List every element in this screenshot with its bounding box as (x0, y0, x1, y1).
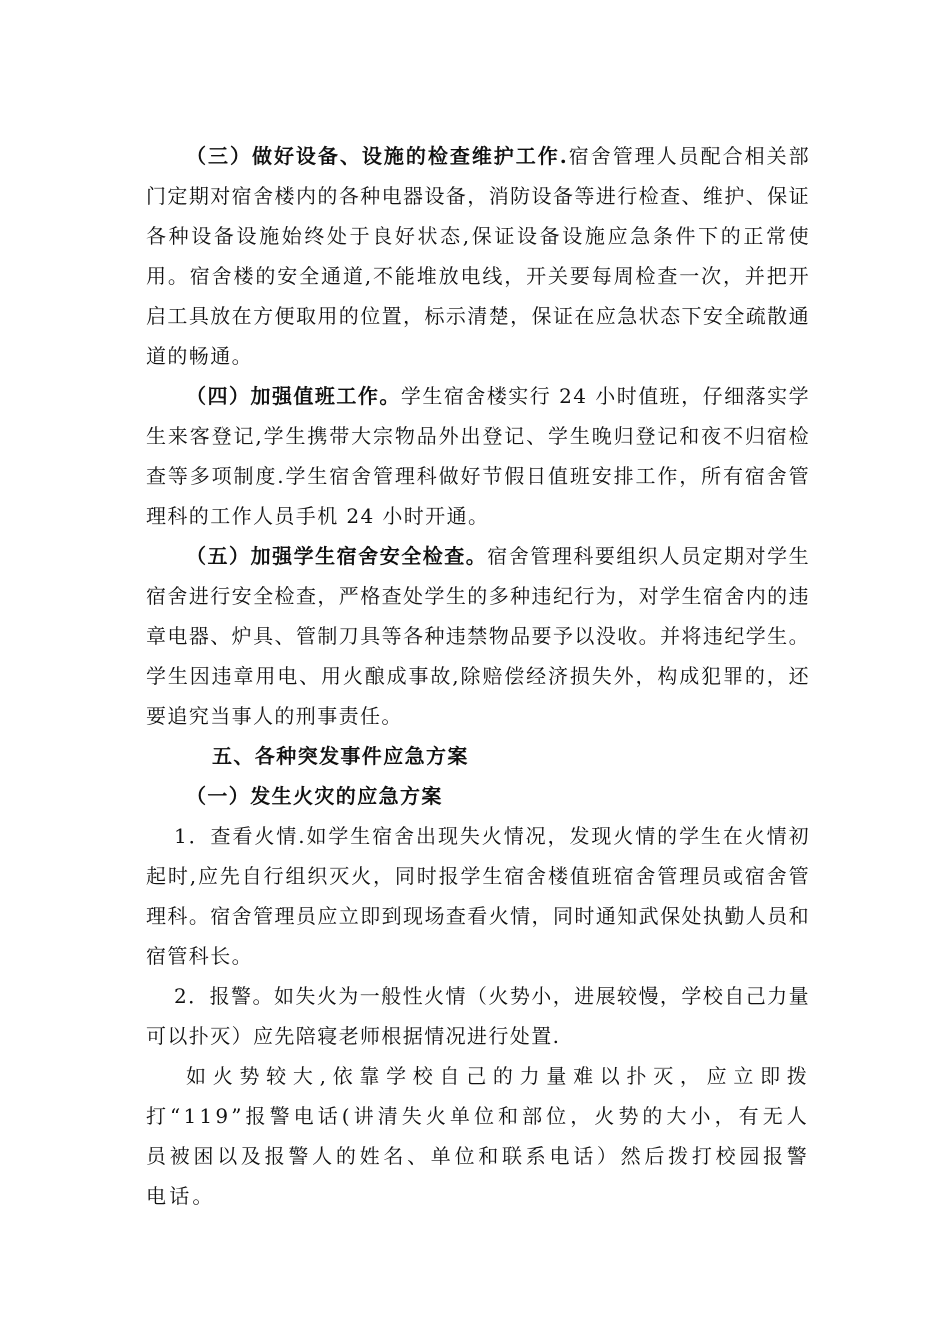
list-item-check-fire: 1．查看火情.如学生宿舍出现失火情况，发现火情的学生在火情初起时,应先自行组织灭火，同时报学生宿舍楼值班宿舍管理员或宿舍管理科。宿舍管理员应立即到现场查看火情，同时通知武保处执勤人员和宿管科长。 (146, 824, 810, 968)
list-item-alarm: 2．报警。如失火为一般性火情（火势小，进展较慢，学校自己力量可以扑灭）应先陪寝老师根据情况进行处置. (146, 984, 810, 1048)
paragraph-safety-inspection (146, 536, 810, 736)
paragraph-text: 学生宿舍楼实行 24 小时值班，仔细落实学生来客登记,学生携带大宗物品外出登记、学生晚归登记和夜不归宿检查等多项制度.学生宿舍管理科做好节假日值班安排工作，所有宿舍管理科的工作人员手机 24 小时开通。 (146, 384, 810, 528)
paragraph-lead: （五）加强学生宿舍安全检查。 (186, 544, 488, 568)
paragraph-lead: （四）加强值班工作。 (186, 384, 401, 408)
paragraph-equipment-maintenance (146, 136, 810, 376)
paragraph-text: 宿舍管理科要组织人员定期对学生宿舍进行安全检查，严格查处学生的多种违纪行为，对学生宿舍内的违章电器、炉具、管制刀具等各种违禁物品要予以没收。并将违纪学生。学生因违章用电、用火酿成事故,除赔偿经济损失外，构成犯罪的，还要追究当事人的刑事责任。 (146, 544, 810, 728)
paragraph-lead: （三）做好设备、设施的检查维护工作. (186, 144, 569, 168)
sub-heading: （一）发生火灾的应急方案 (186, 784, 443, 808)
paragraph-duty-work (146, 376, 810, 536)
section-heading: 五、各种突发事件应急方案 (212, 744, 469, 768)
paragraph-text: 宿舍管理人员配合相关部门定期对宿舍楼内的各种电器设备，消防设备等进行检查、维护、保证各种设备设施始终处于良好状态,保证设备设施应急条件下的正常使用。宿舍楼的安全通道,不能堆放电线，开关要每周检查一次，并把开启工具放在方便取用的位置，标示清楚，保证在应急状态下安全疏散通道的畅通。 (146, 144, 810, 368)
paragraph-large-fire: 如火势较大,依靠学校自己的力量难以扑灭，应立即拨打“119”报警电话(讲清失火单位和部位，火势的大小，有无人员被困以及报警人的姓名、单位和联系电话）然后拨打校园报警电话。 (146, 1064, 810, 1208)
document-body (146, 136, 810, 1216)
